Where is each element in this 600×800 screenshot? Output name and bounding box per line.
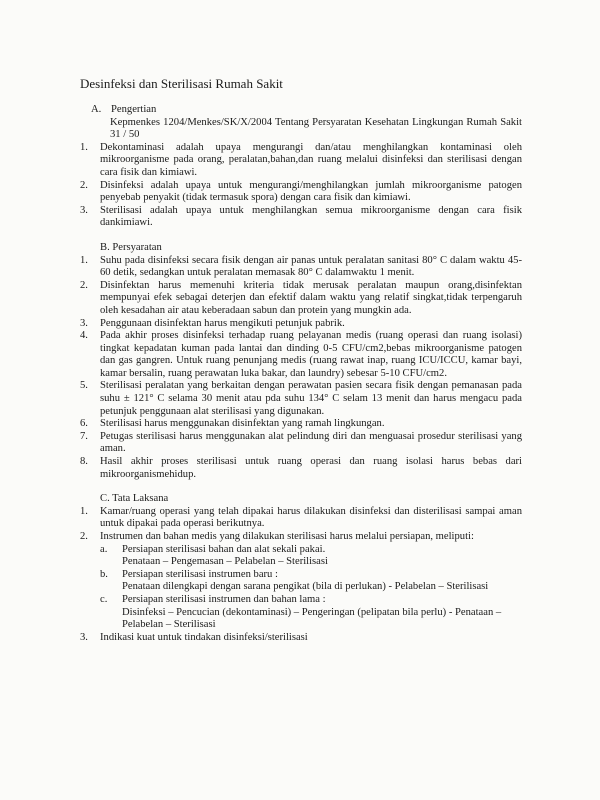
- sub-letter: c.: [100, 593, 108, 605]
- item-number: 2.: [80, 531, 88, 542]
- item-text: Kamar/ruang operasi yang telah dipakai harus dilakukan disinfeksi dan disterilisasi sampai aman untuk dipakai pada operasi berikutnya.: [100, 505, 522, 530]
- list-item: [80, 531, 522, 544]
- item-number: 3.: [80, 631, 88, 643]
- item-text: Penggunaan disinfektan harus mengikuti petunjuk pabrik.: [100, 317, 345, 329]
- item-text: Pada akhir proses disinfeksi terhadap ruang pelayanan medis (ruang operasi dan ruang isolasi) tingkat kepadatan kuman pada lantai dan dinding 0-5 CFU/cm2,bebas mikroorganisme patogen dan gas gangren. Untuk ruang penunjang medis (ruang rawat inap, ruang ICU/ICCU, kamar bayi, kamar bersalin, ruang perawatan luka bakar, dan laundry) sebesar 5-10 CFU/cm2.: [100, 330, 522, 379]
- item-text: Sterilisasi harus menggunakan disinfektan yang ramah lingkungan.: [100, 418, 385, 430]
- item-number: 1.: [80, 254, 88, 266]
- list-item: [80, 330, 522, 380]
- sub-heading: Persiapan sterilisasi instrumen dan bahan lama :: [122, 593, 326, 605]
- section-persyaratan: [80, 242, 522, 481]
- item-number: 5.: [80, 380, 88, 392]
- document-title: Desinfeksi dan Sterilisasi Rumah Sakit: [80, 76, 283, 91]
- section-a-letter: A.: [91, 104, 102, 115]
- sub-detail: Penataan – Pengemasan – Pelabelan – Sterilisasi: [122, 556, 328, 568]
- list-item: [80, 142, 522, 180]
- item-number: 3.: [80, 204, 88, 216]
- item-number: 6.: [80, 418, 88, 430]
- item-text: Hasil akhir proses sterilisasi untuk ruang operasi dan ruang isolasi harus bebas dari mikroorganismehidup.: [100, 456, 522, 480]
- regulation-reference: Kepmenkes 1204/Menkes/SK/X/2004 Tentang Persyaratan Kesehatan Lingkungan Rumah Sakit 31 / 50: [110, 116, 522, 141]
- requirement-list: [80, 255, 522, 482]
- section-b-heading: B. Persyaratan: [100, 241, 162, 253]
- sub-letter: b.: [100, 568, 108, 580]
- list-item: [80, 318, 522, 331]
- list-item: [80, 506, 522, 531]
- item-text: Disinfektan harus memenuhi kriteria tidak merusak peralatan maupun orang,disinfektan mempunyai efek sebagai deterjen dan efektif dalam waktu yang relatif singkat,tidak terpengaruh oleh kesadahan air atau keberadaan sabun dan protein yang mungkin ada.: [100, 279, 522, 316]
- list-item: [80, 205, 522, 230]
- sub-item: [100, 594, 522, 632]
- section-pengertian: [80, 104, 522, 230]
- list-item: [80, 632, 522, 645]
- list-item: [80, 456, 522, 481]
- section-c-heading: C. Tata Laksana: [100, 493, 169, 505]
- item-number: 3.: [80, 317, 88, 329]
- list-item: [80, 255, 522, 280]
- list-item: [80, 431, 522, 456]
- sub-detail: Disinfeksi – Pencucian (dekontaminasi) – Pengeringan (pelipatan bila perlu) - Penataan – Pelabelan – Sterilisasi: [122, 606, 502, 631]
- item-number: 8.: [80, 456, 88, 468]
- item-number: 1.: [80, 505, 88, 517]
- item-number: 7.: [80, 430, 88, 442]
- procedure-list-continued: [80, 632, 522, 645]
- section-tata-laksana: [80, 493, 522, 644]
- item-number: 4.: [80, 330, 88, 342]
- list-item: [80, 280, 522, 318]
- list-item: [80, 380, 522, 418]
- sub-item: [100, 544, 522, 569]
- item-text: Sterilisasi adalah upaya untuk menghilangkan semua mikroorganisme dengan cara fisik dankimiawi.: [100, 204, 522, 229]
- list-item: [80, 418, 522, 431]
- item-text: Sterilisasi peralatan yang berkaitan dengan perawatan pasien secara fisik dengan pemanasan pada suhu ± 121° C selama 30 menit atau pda suhu 134° C selam 13 menit dan harus mengacu pada petunjuk penggunaan alat sterilisasi yang digunakan.: [100, 380, 522, 417]
- definition-list: [80, 142, 522, 230]
- sub-heading: Persiapan sterilisasi instrumen baru :: [122, 568, 278, 580]
- item-text: Dekontaminasi adalah upaya mengurangi dan/atau menghilangkan kontaminasi oleh mikroorganisme pada orang, peralatan,bahan,dan ruang melalui disinfeksi dan sterilisasi dengan cara fisik dan kimiawi.: [100, 141, 522, 178]
- sub-item: [100, 569, 522, 594]
- list-item: [80, 180, 522, 205]
- section-a-heading: [91, 104, 522, 117]
- sub-letter: a.: [100, 543, 108, 555]
- item-text: Indikasi kuat untuk tindakan disinfeksi/sterilisasi: [100, 631, 308, 643]
- procedure-list: [80, 506, 522, 544]
- sub-detail: Penataan dilengkapi dengan sarana pengikat (bila di perlukan) - Pelabelan – Sterilisasi: [122, 581, 489, 593]
- item-number: 2.: [80, 279, 88, 291]
- item-number: 2.: [80, 179, 88, 191]
- item-text: Disinfeksi adalah upaya untuk mengurangi/menghilangkan jumlah mikroorganisme patogen penyebab penyakit (tidak termasuk spora) dengan cara fisik dan kimiawi.: [100, 179, 522, 204]
- item-text: Suhu pada disinfeksi secara fisik dengan air panas untuk peralatan sanitasi 80° C dalam waktu 45-60 detik, sedangkan untuk peralatan memasak 80° C dalamwaktu 1 menit.: [100, 254, 522, 279]
- item-number: 1.: [80, 141, 88, 153]
- section-a-title: Pengertian: [111, 104, 157, 115]
- item-text: Petugas sterilisasi harus menggunakan alat pelindung diri dan menguasai prosedur sterilisasi yang aman.: [100, 430, 522, 455]
- sub-heading: Persiapan sterilisasi bahan dan alat sekali pakai.: [122, 543, 326, 555]
- item-text: Instrumen dan bahan medis yang dilakukan sterilisasi harus melalui persiapan, meliputi:: [100, 531, 474, 542]
